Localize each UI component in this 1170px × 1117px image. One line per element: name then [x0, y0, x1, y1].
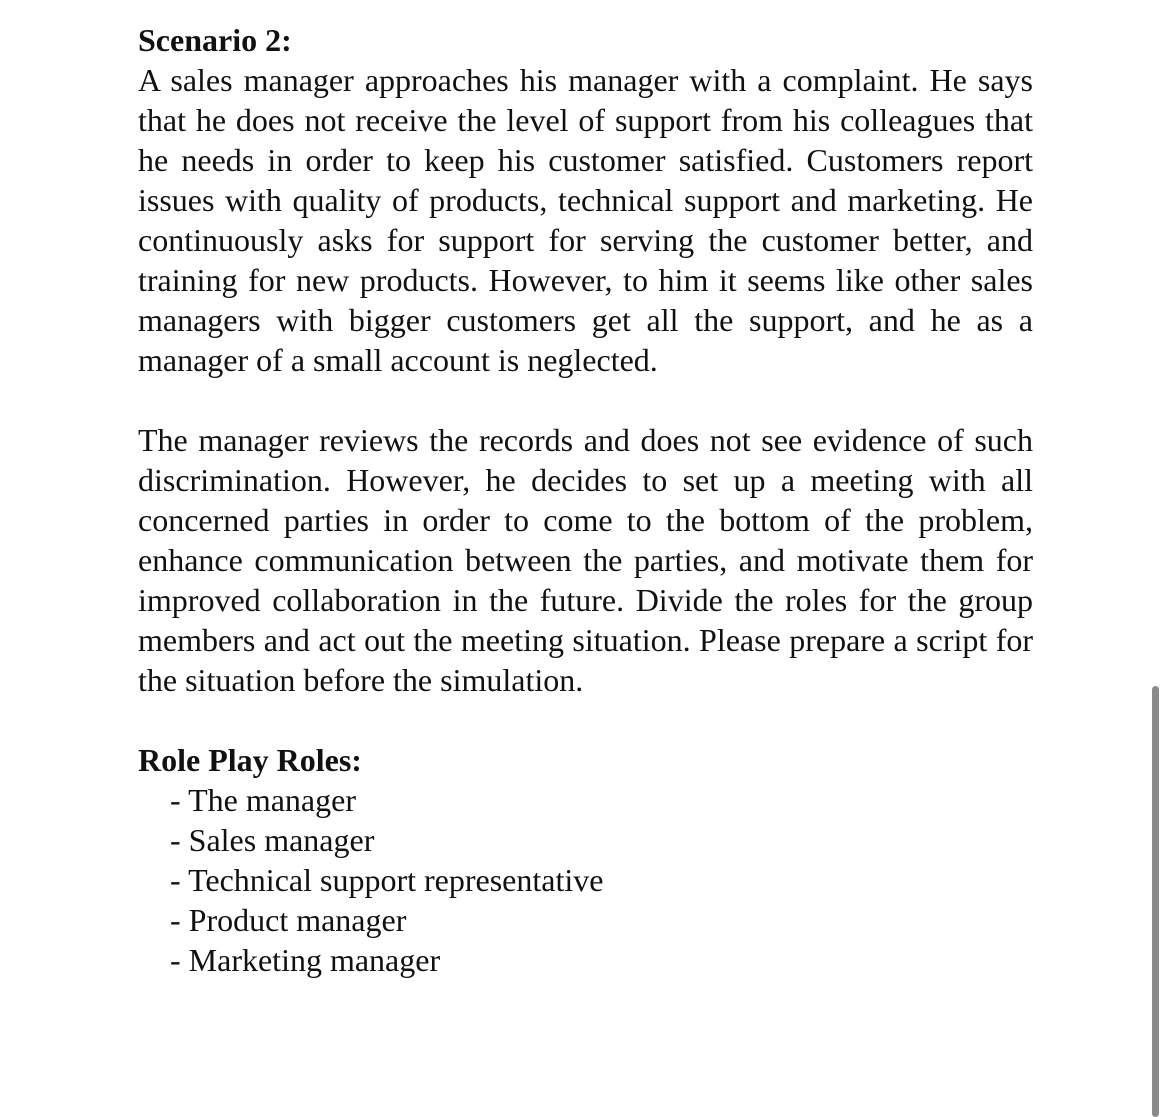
roles-title: Role Play Roles: — [138, 742, 362, 778]
scenario-title: Scenario 2: — [138, 22, 292, 58]
scenario-paragraph-2: The manager reviews the records and does not see evidence of such discrimination. However, he decides to set up a meeting with all concerned parties in order to come to the bottom of the problem, enhance communication between the parties, and motivate them for improved collaboration in the future. Divide the roles for the group members and act out the meeting situation. Please prepare a script for the situation before the simulation. — [138, 422, 1033, 698]
document-page — [138, 20, 1033, 980]
roles-list — [138, 780, 1033, 980]
role-item: - Technical support representative — [170, 862, 604, 898]
scenario-paragraph-1: A sales manager approaches his manager with a complaint. He says that he does not receive the level of support from his colleagues that he needs in order to keep his customer satisfied. Customers report issues with quality of products, technical support and marketing. He continuously asks for support for serving the customer better, and training for new products. However, to him it seems like other sales managers with bigger customers get all the support, and he as a manager of a small account is neglected. — [138, 62, 1033, 378]
role-item: - The manager — [170, 782, 356, 818]
role-item: - Marketing manager — [170, 942, 441, 978]
vertical-scrollbar[interactable] — [1152, 686, 1159, 1117]
role-item: - Product manager — [170, 902, 407, 938]
section-spacer — [138, 700, 1033, 740]
role-item: - Sales manager — [170, 822, 375, 858]
paragraph-spacer — [138, 380, 1033, 420]
